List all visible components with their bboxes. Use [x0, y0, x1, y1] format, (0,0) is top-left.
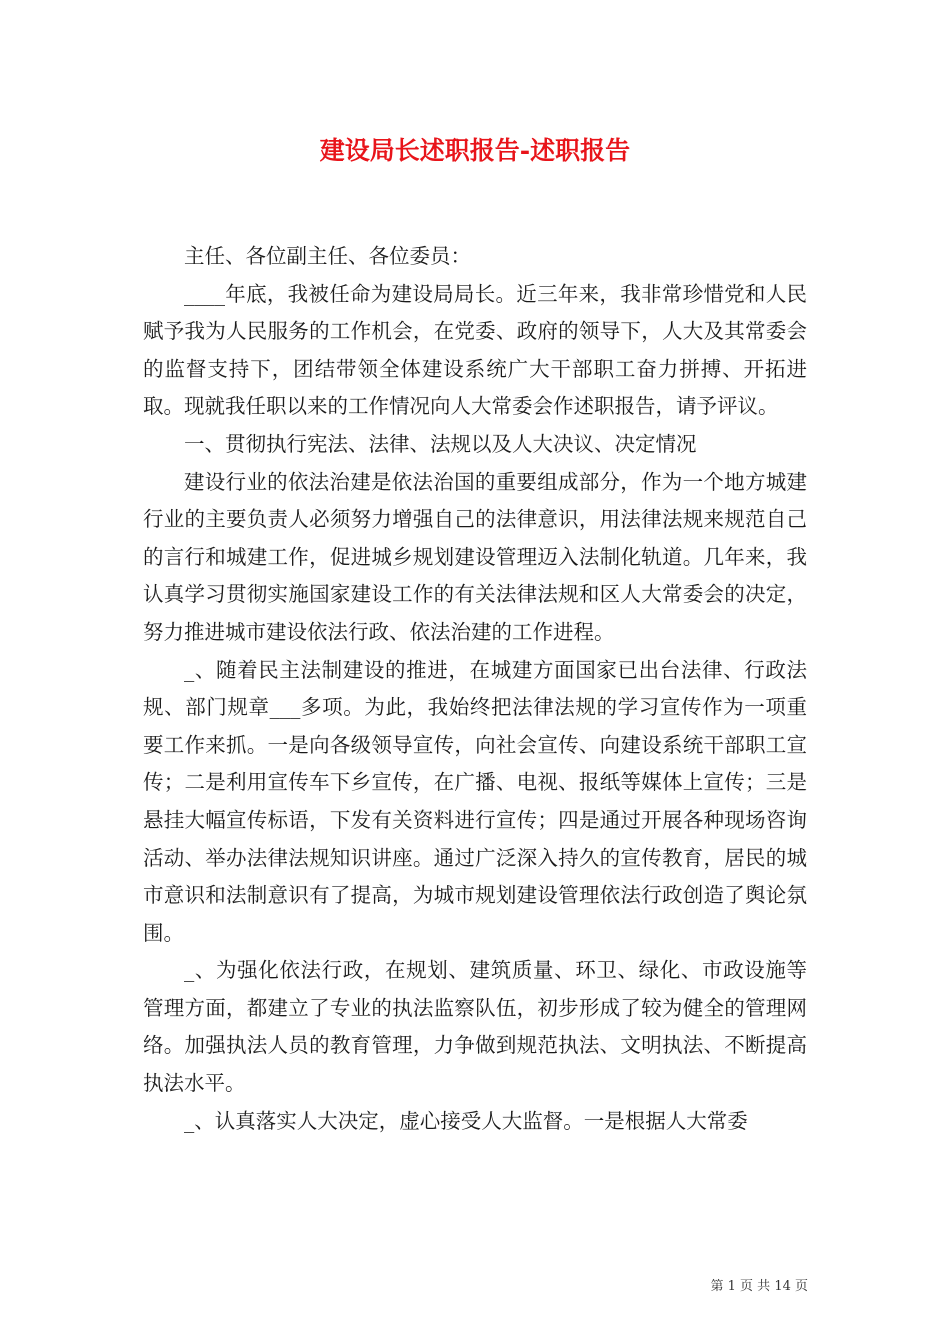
body-paragraph: _、随着民主法制建设的推进，在城建方面国家已出台法律、行政法规、部门规章___多项。为此，我始终把法律法规的学习宣传作为一项重要工作来抓。一是向各级领导宣传，向社会宣传、向建设系统干部职工宣传；二是利用宣传车下乡宣传，在广播、电视、报纸等媒体上宣传；三是悬挂大幅宣传标语，下发有关资料进行宣传；四是通过开展各种现场咨询活动、举办法律法规知识讲座。通过广泛深入持久的宣传教育，居民的城市意识和法制意识有了提高，为城市规划建设管理依法行政创造了舆论氛围。 — [143, 657, 807, 945]
document-title: 建设局长述职报告-述职报告 — [319, 136, 631, 165]
page-number-footer: 第 1 页 共 14 页 — [710, 1279, 808, 1294]
salutation: 主任、各位副主任、各位委员： — [184, 244, 471, 268]
body-paragraph: _、认真落实人大决定，虚心接受人大监督。一是根据人大常委 — [184, 1108, 748, 1133]
section-heading: 一、贯彻执行宪法、法律、法规以及人大决议、决定情况 — [184, 431, 697, 456]
body-paragraph: _、为强化依法行政，在规划、建筑质量、环卫、绿化、市政设施等管理方面，都建立了专业的执法监察队伍，初步形成了较为健全的管理网络。加强执法人员的教育管理，力争做到规范执法、文明执法、不断提高执法水平。 — [143, 958, 807, 1096]
body-paragraph: 建设行业的依法治建是依法治国的重要组成部分，作为一个地方城建行业的主要负责人必须努力增强自己的法律意识，用法律法规来规范自己的言行和城建工作，促进城乡规划建设管理迈入法制化轨道。几年来，我认真学习贯彻实施国家建设工作的有关法律法规和区人大常委会的决定，努力推进城市建设依法行政、依法治建的工作进程。 — [143, 469, 807, 644]
document-body — [143, 238, 807, 1140]
body-paragraph: ____年底，我被任命为建设局局长。近三年来，我非常珍惜党和人民赋予我为人民服务的工作机会，在党委、政府的领导下，人大及其常委会的监督支持下，团结带领全体建设系统广大干部职工奋力拼搏、开拓进取。现就我任职以来的工作情况向人大常委会作述职报告，请予评议。 — [143, 281, 807, 419]
